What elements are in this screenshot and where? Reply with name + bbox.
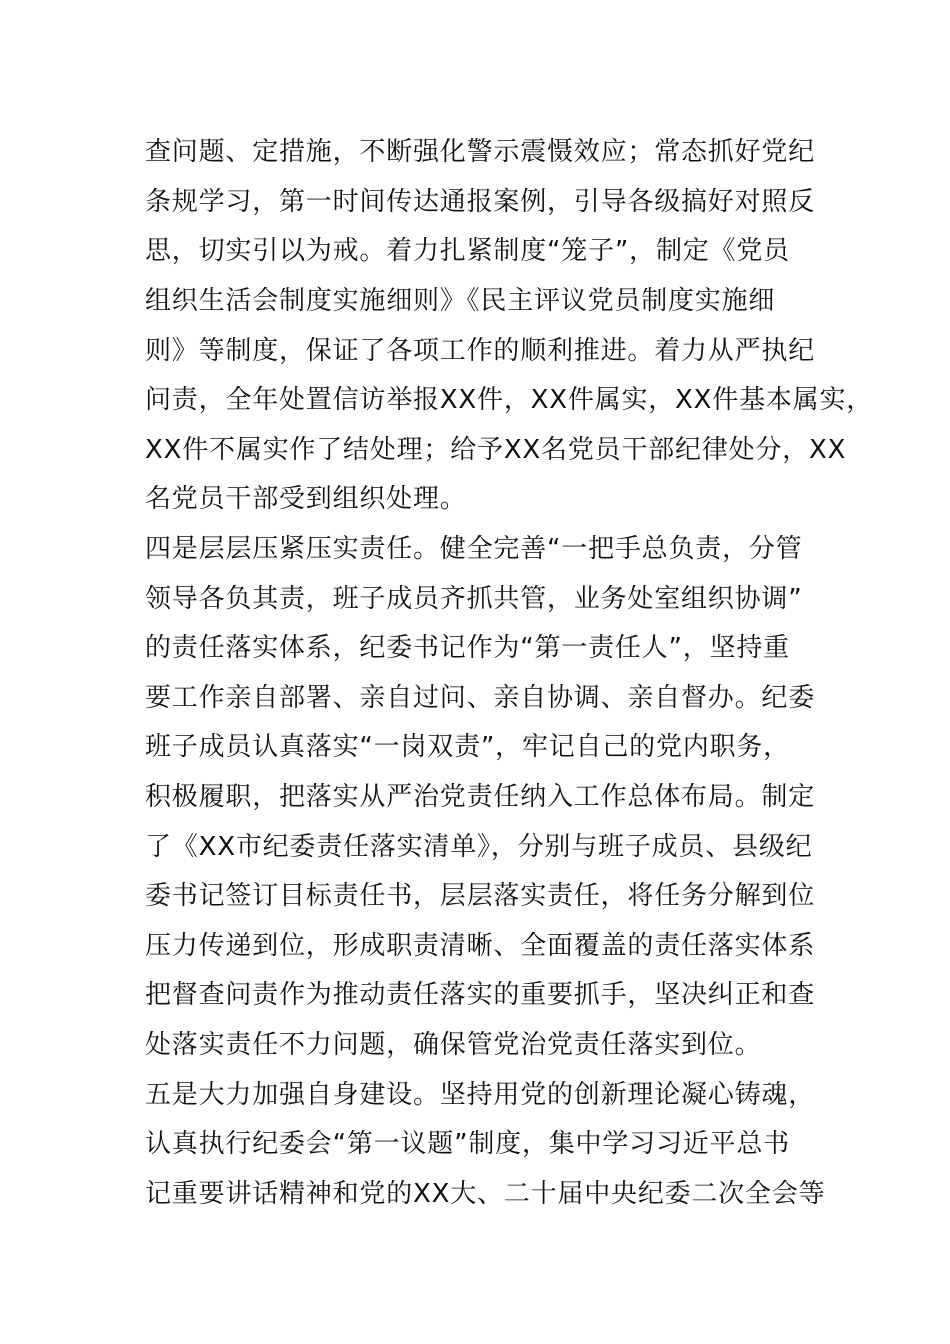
text-line-11: 的责任落实体系，纪委书记作为“第一责任人”，坚持重 [145, 633, 790, 663]
text-line-19: 处落实责任不力问题，确保管党治党责任落实到位。 [145, 1030, 762, 1060]
text-line-20: 五是大力加强自身建设。坚持用党的创新理论凝心铸魂， [145, 1080, 816, 1110]
text-line-1: 查问题、定措施，不断强化警示震慑效应；常态抓好党纪 [145, 137, 816, 167]
text-line-13: 班子成员认真落实“一岗双责”，牢记自己的党内职务， [145, 732, 790, 762]
text-line-2: 条规学习，第一时间传达通报案例，引导各级搞好对照反 [145, 187, 816, 217]
text-line-12: 要工作亲自部署、亲自过问、亲自协调、亲自督办。纪委 [145, 683, 816, 713]
text-line-22: 记重要讲话精神和党的XX大、二十届中央纪委二次全会等 [145, 1179, 826, 1209]
text-line-9: 四是层层压紧压实责任。健全完善“一把手总负责，分管 [145, 534, 803, 564]
text-line-17: 压力传递到位，形成职责清晰、全面覆盖的责任落实体系 [145, 931, 816, 961]
text-line-14: 积极履职，把落实从严治党责任纳入工作总体布局。制定 [145, 782, 816, 812]
text-line-21: 认真执行纪委会“第一议题”制度，集中学习习近平总书 [145, 1129, 790, 1159]
text-line-16: 委书记签订目标责任书，层层落实责任，将任务分解到位 [145, 881, 816, 911]
text-line-15: 了《XX市纪委责任落实清单》，分别与班子成员、县级纪 [145, 832, 813, 862]
text-line-18: 把督查问责作为推动责任落实的重要抓手，坚决纠正和查 [145, 980, 816, 1010]
text-line-4: 组织生活会制度实施细则》《民主评议党员制度实施细 [145, 286, 776, 316]
text-line-7: XX件不属实作了结处理；给予XX名党员干部纪律处分，XX [145, 435, 847, 465]
text-line-5: 则》等制度，保证了各项工作的顺利推进。着力从严执纪 [145, 336, 816, 366]
text-line-8: 名党员干部受到组织处理。 [145, 484, 467, 514]
text-line-3: 思，切实引以为戒。着力扎紧制度“笼子”，制定《党员 [145, 236, 790, 266]
text-line-6: 问责，全年处置信访举报XX件，XX件属实，XX件基本属实， [145, 385, 874, 415]
text-line-10: 领导各负其责，班子成员齐抓共管，业务处室组织协调” [145, 584, 803, 614]
